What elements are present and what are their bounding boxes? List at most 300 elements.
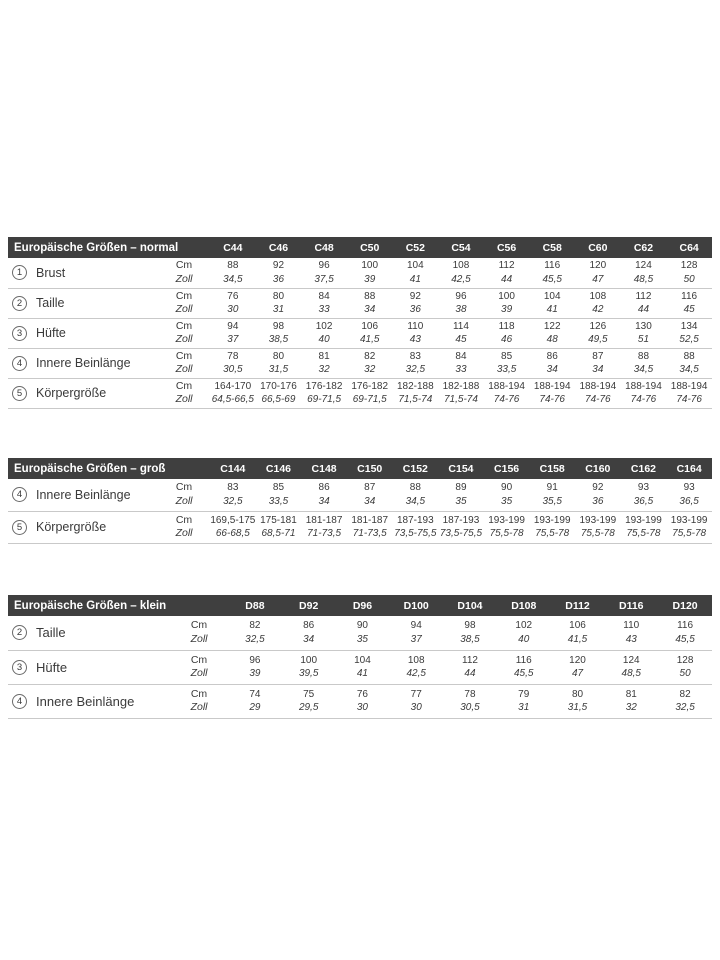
cm-value: 182-188 xyxy=(442,380,480,392)
column-header: C48 xyxy=(301,237,347,258)
value-cell xyxy=(666,288,712,318)
cm-value: 116 xyxy=(681,290,698,302)
cm-value: 126 xyxy=(589,320,607,332)
cm-value: 193-199 xyxy=(579,514,617,526)
cm-value: 92 xyxy=(272,260,285,272)
value-cell xyxy=(575,378,621,408)
value-cell xyxy=(529,348,575,378)
value-cell xyxy=(301,318,347,348)
unit-label-cm: Cm xyxy=(175,513,193,526)
zoll-value: 64,5-66,5 xyxy=(211,394,254,405)
row-label: Hüfte xyxy=(36,659,68,675)
zoll-value: 33,5 xyxy=(268,495,289,507)
cm-value: 116 xyxy=(677,620,694,632)
measure-row xyxy=(8,258,712,288)
zoll-value: 35 xyxy=(501,495,513,507)
value-cell xyxy=(621,511,667,543)
value-cell xyxy=(282,616,336,650)
zoll-value: 71,5-74 xyxy=(444,394,478,405)
cm-value: 86 xyxy=(546,350,558,362)
value-cell xyxy=(666,479,712,511)
zoll-value: 38,5 xyxy=(268,334,289,345)
zoll-value: 71,5-74 xyxy=(398,394,433,405)
measure-row xyxy=(8,288,712,318)
cm-value: 120 xyxy=(589,260,607,272)
row-number-badge: 2 xyxy=(12,625,27,640)
row-label: Körpergröße xyxy=(36,520,107,534)
row-label: Taille xyxy=(36,625,66,641)
value-cell xyxy=(301,479,347,511)
cm-value: 108 xyxy=(407,654,425,666)
column-header: C52 xyxy=(393,237,439,258)
value-cell xyxy=(393,378,439,408)
zoll-value: 34 xyxy=(318,495,330,507)
unit-label-cm: Cm xyxy=(190,653,208,666)
measure-row xyxy=(8,616,712,650)
value-cell xyxy=(497,650,551,684)
unit-label-cm: Cm xyxy=(175,289,193,302)
zoll-value: 41 xyxy=(356,668,368,679)
column-header: D100 xyxy=(389,595,443,616)
zoll-value: 31,5 xyxy=(268,364,289,375)
value-cell xyxy=(443,650,497,684)
column-header: C62 xyxy=(621,237,667,258)
zoll-value: 46 xyxy=(501,334,513,345)
row-label-cell xyxy=(8,511,158,543)
value-cell xyxy=(228,650,282,684)
value-cell xyxy=(336,616,390,650)
cm-value: 79 xyxy=(518,688,530,700)
cm-value: 188-194 xyxy=(579,380,617,392)
value-cell xyxy=(256,288,302,318)
zoll-value: 73,5-75,5 xyxy=(394,528,437,539)
cm-value: 80 xyxy=(571,688,584,700)
unit-cell xyxy=(158,288,210,318)
zoll-value: 34 xyxy=(592,364,604,375)
cm-value: 124 xyxy=(622,654,640,666)
unit-label-cm: Cm xyxy=(175,259,193,272)
value-cell xyxy=(666,511,712,543)
unit-label-zoll: Zoll xyxy=(175,494,193,507)
value-cell xyxy=(210,318,256,348)
cm-value: 85 xyxy=(501,350,513,362)
cm-value: 80 xyxy=(272,350,285,362)
zoll-value: 33 xyxy=(318,304,330,315)
zoll-value: 74-76 xyxy=(630,394,657,405)
row-label-cell xyxy=(8,650,170,684)
value-cell xyxy=(389,684,443,718)
value-cell xyxy=(438,288,484,318)
unit-cell xyxy=(158,378,210,408)
zoll-value: 69-71,5 xyxy=(307,394,342,405)
zoll-value: 36 xyxy=(272,273,285,285)
value-cell xyxy=(484,511,530,543)
value-cell xyxy=(575,288,621,318)
row-label-cell xyxy=(8,479,158,511)
zoll-value: 48,5 xyxy=(621,668,641,679)
cm-value: 82 xyxy=(249,620,261,632)
cm-value: 124 xyxy=(635,260,652,272)
zoll-value: 34,5 xyxy=(223,273,243,285)
zoll-value: 32,5 xyxy=(245,633,265,645)
cm-value: 128 xyxy=(676,654,694,666)
cm-value: 74 xyxy=(249,688,261,700)
cm-value: 86 xyxy=(318,482,330,494)
value-cell xyxy=(497,684,551,718)
value-cell xyxy=(393,511,439,543)
zoll-value: 71-73,5 xyxy=(352,528,387,539)
value-cell xyxy=(658,684,712,718)
value-cell xyxy=(228,616,282,650)
cm-value: 188-194 xyxy=(533,380,571,392)
cm-value: 112 xyxy=(462,654,478,666)
value-cell xyxy=(484,258,530,288)
zoll-value: 45,5 xyxy=(542,273,562,285)
zoll-value: 38,5 xyxy=(460,633,480,645)
zoll-value: 34 xyxy=(364,304,376,315)
row-number-badge: 4 xyxy=(12,487,27,502)
zoll-value: 37,5 xyxy=(314,273,334,285)
value-cell xyxy=(210,479,256,511)
unit-cell xyxy=(158,258,210,288)
row-label: Innere Beinlänge xyxy=(36,356,131,370)
cm-value: 110 xyxy=(407,320,424,332)
cm-value: 98 xyxy=(272,320,285,332)
value-cell xyxy=(621,479,667,511)
value-cell xyxy=(347,511,393,543)
zoll-value: 75,5-78 xyxy=(626,528,661,539)
value-cell xyxy=(551,684,605,718)
measure-row xyxy=(8,511,712,543)
unit-label-cm: Cm xyxy=(190,619,208,632)
cm-value: 114 xyxy=(452,320,469,332)
value-cell xyxy=(282,684,336,718)
cm-value: 86 xyxy=(303,620,315,632)
size-table-normal xyxy=(8,237,712,409)
value-cell xyxy=(282,650,336,684)
row-label: Brust xyxy=(36,265,66,280)
value-cell xyxy=(443,616,497,650)
value-cell xyxy=(666,348,712,378)
value-cell xyxy=(551,650,605,684)
column-header: C144 xyxy=(210,458,256,479)
zoll-value: 31 xyxy=(272,304,285,315)
value-cell xyxy=(604,650,658,684)
zoll-value: 43 xyxy=(409,334,421,345)
unit-label-cm: Cm xyxy=(175,349,193,362)
cm-value: 188-194 xyxy=(670,380,708,392)
zoll-value: 36,5 xyxy=(679,495,699,507)
row-number-badge: 4 xyxy=(12,694,27,709)
zoll-value: 48,5 xyxy=(633,273,654,285)
unit-cell xyxy=(170,616,228,650)
value-cell xyxy=(301,258,347,288)
cm-value: 75 xyxy=(303,688,315,700)
cm-value: 164-170 xyxy=(214,380,252,392)
value-cell xyxy=(256,479,302,511)
row-number-badge: 5 xyxy=(12,520,27,535)
column-header: C154 xyxy=(438,458,484,479)
row-label-cell xyxy=(8,288,158,318)
cm-value: 100 xyxy=(361,260,379,272)
cm-value: 89 xyxy=(455,482,467,494)
cm-value: 175-181 xyxy=(260,514,297,526)
size-table-gross xyxy=(8,458,712,544)
column-header: D88 xyxy=(228,595,282,616)
value-cell xyxy=(393,288,439,318)
cm-value: 110 xyxy=(623,620,640,632)
unit-label-zoll: Zoll xyxy=(175,272,193,285)
zoll-value: 42,5 xyxy=(406,668,426,679)
value-cell xyxy=(551,616,605,650)
value-cell xyxy=(389,650,443,684)
zoll-value: 32,5 xyxy=(405,364,426,375)
value-cell xyxy=(575,479,621,511)
measure-row xyxy=(8,348,712,378)
value-cell xyxy=(256,511,302,543)
column-header: C54 xyxy=(438,237,484,258)
cm-value: 193-199 xyxy=(670,514,708,526)
zoll-value: 32 xyxy=(318,364,330,375)
measure-row xyxy=(8,479,712,511)
value-cell xyxy=(529,479,575,511)
value-cell xyxy=(438,348,484,378)
zoll-value: 30,5 xyxy=(460,702,480,713)
value-cell xyxy=(666,318,712,348)
cm-value: 100 xyxy=(498,290,515,302)
cm-value: 84 xyxy=(318,290,330,302)
value-cell xyxy=(666,258,712,288)
unit-label-zoll: Zoll xyxy=(190,632,208,645)
cm-value: 100 xyxy=(300,654,318,666)
cm-value: 88 xyxy=(683,350,695,362)
table-title: Europäische Größen – groß xyxy=(8,458,210,479)
value-cell xyxy=(438,378,484,408)
cm-value: 106 xyxy=(361,320,379,332)
value-cell xyxy=(497,616,551,650)
zoll-value: 32 xyxy=(364,364,376,375)
cm-value: 76 xyxy=(227,290,239,302)
value-cell xyxy=(301,511,347,543)
cm-value: 108 xyxy=(452,260,470,272)
zoll-value: 45 xyxy=(683,304,695,315)
value-cell xyxy=(347,348,393,378)
zoll-value: 43 xyxy=(625,633,637,645)
zoll-value: 69-71,5 xyxy=(352,394,387,405)
zoll-value: 45,5 xyxy=(514,668,534,679)
zoll-value: 66,5-69 xyxy=(261,394,296,405)
zoll-value: 34,5 xyxy=(679,364,699,375)
column-header: C146 xyxy=(256,458,302,479)
value-cell xyxy=(389,616,443,650)
unit-label-cm: Cm xyxy=(175,481,193,494)
cm-value: 87 xyxy=(592,350,604,362)
cm-value: 176-182 xyxy=(305,380,343,392)
cm-value: 169,5-175 xyxy=(210,514,256,526)
cm-value: 104 xyxy=(354,654,371,666)
value-cell xyxy=(621,288,667,318)
cm-value: 96 xyxy=(249,654,261,666)
value-cell xyxy=(336,650,390,684)
row-label: Innere Beinlänge xyxy=(36,693,135,709)
value-cell xyxy=(210,348,256,378)
unit-label-cm: Cm xyxy=(190,687,208,700)
column-header: D112 xyxy=(551,595,605,616)
cm-value: 108 xyxy=(589,290,607,302)
zoll-value: 71-73,5 xyxy=(307,528,342,539)
cm-value: 96 xyxy=(318,260,330,272)
value-cell xyxy=(210,511,256,543)
measure-row xyxy=(8,318,712,348)
column-header: C60 xyxy=(575,237,621,258)
zoll-value: 44 xyxy=(501,273,513,285)
cm-value: 187-193 xyxy=(396,514,434,526)
zoll-value: 44 xyxy=(637,304,650,315)
zoll-value: 36,5 xyxy=(633,495,654,507)
column-header: C148 xyxy=(301,458,347,479)
zoll-value: 41,5 xyxy=(567,633,588,645)
measure-row xyxy=(8,650,712,684)
unit-label-cm: Cm xyxy=(175,379,193,392)
unit-cell xyxy=(158,511,210,543)
cm-value: 128 xyxy=(680,260,698,272)
unit-label-zoll: Zoll xyxy=(175,527,193,539)
column-header: C58 xyxy=(529,237,575,258)
cm-value: 106 xyxy=(569,620,586,632)
unit-cell xyxy=(158,479,210,511)
cm-value: 134 xyxy=(680,320,698,332)
unit-label-cm: Cm xyxy=(175,319,193,332)
row-label-cell xyxy=(8,616,170,650)
table-header-row xyxy=(8,458,712,479)
cm-value: 102 xyxy=(315,320,333,332)
row-label-cell xyxy=(8,258,158,288)
column-header: D92 xyxy=(282,595,336,616)
row-number-badge: 2 xyxy=(12,296,27,311)
zoll-value: 73,5-75,5 xyxy=(439,528,483,539)
zoll-value: 74-76 xyxy=(493,394,520,405)
cm-value: 193-199 xyxy=(533,514,571,526)
unit-cell xyxy=(158,348,210,378)
cm-value: 90 xyxy=(501,482,513,494)
cm-value: 116 xyxy=(544,260,561,272)
value-cell xyxy=(575,511,621,543)
cm-value: 193-199 xyxy=(625,514,662,526)
cm-value: 96 xyxy=(455,290,467,302)
cm-value: 187-193 xyxy=(442,514,480,526)
zoll-value: 41 xyxy=(409,273,421,285)
value-cell xyxy=(347,288,393,318)
cm-value: 88 xyxy=(227,260,239,272)
value-cell xyxy=(438,479,484,511)
zoll-value: 35,5 xyxy=(542,495,562,507)
cm-value: 84 xyxy=(455,350,467,362)
zoll-value: 47 xyxy=(571,668,584,679)
value-cell xyxy=(336,684,390,718)
cm-value: 181-187 xyxy=(305,514,343,526)
zoll-value: 34 xyxy=(546,364,558,375)
zoll-value: 48 xyxy=(546,334,558,345)
table-title: Europäische Größen – klein xyxy=(8,595,228,616)
zoll-value: 42 xyxy=(592,304,604,315)
measure-row xyxy=(8,378,712,408)
cm-value: 102 xyxy=(515,620,533,632)
zoll-value: 75,5-78 xyxy=(535,528,570,539)
value-cell xyxy=(529,318,575,348)
zoll-value: 34 xyxy=(303,633,315,645)
row-label-cell xyxy=(8,684,170,718)
cm-value: 116 xyxy=(515,654,532,666)
unit-label-zoll: Zoll xyxy=(175,363,193,375)
value-cell xyxy=(484,318,530,348)
cm-value: 93 xyxy=(683,482,695,494)
cm-value: 91 xyxy=(546,482,558,494)
column-header: C50 xyxy=(347,237,393,258)
cm-value: 83 xyxy=(227,482,239,494)
zoll-value: 34 xyxy=(364,495,376,507)
value-cell xyxy=(347,378,393,408)
value-cell xyxy=(228,684,282,718)
zoll-value: 33,5 xyxy=(496,364,517,375)
zoll-value: 30 xyxy=(356,702,368,713)
column-header: C44 xyxy=(210,237,256,258)
cm-value: 78 xyxy=(464,688,476,700)
cm-value: 188-194 xyxy=(488,380,525,392)
cm-value: 78 xyxy=(227,350,239,362)
column-header: C156 xyxy=(484,458,530,479)
zoll-value: 30 xyxy=(227,304,239,315)
column-header: C56 xyxy=(484,237,530,258)
zoll-value: 29,5 xyxy=(298,702,319,713)
row-label: Körpergröße xyxy=(36,386,107,400)
zoll-value: 51 xyxy=(637,334,650,345)
unit-label-zoll: Zoll xyxy=(175,333,193,345)
value-cell xyxy=(484,378,530,408)
cm-value: 122 xyxy=(543,320,561,332)
cm-value: 170-176 xyxy=(260,380,297,392)
table-header-row xyxy=(8,595,712,616)
value-cell xyxy=(666,378,712,408)
cm-value: 80 xyxy=(272,290,285,302)
value-cell xyxy=(484,479,530,511)
zoll-value: 32,5 xyxy=(223,495,243,507)
row-number-badge: 3 xyxy=(12,660,27,675)
value-cell xyxy=(438,511,484,543)
value-cell xyxy=(621,318,667,348)
value-cell xyxy=(347,258,393,288)
value-cell xyxy=(484,288,530,318)
value-cell xyxy=(621,378,667,408)
zoll-value: 66-68,5 xyxy=(215,528,250,539)
value-cell xyxy=(621,348,667,378)
zoll-value: 36 xyxy=(592,495,604,507)
zoll-value: 75,5-78 xyxy=(672,528,707,539)
column-header: D104 xyxy=(443,595,497,616)
cm-value: 112 xyxy=(498,260,515,272)
column-header: C64 xyxy=(666,237,712,258)
zoll-value: 45 xyxy=(455,334,467,345)
value-cell xyxy=(256,318,302,348)
value-cell xyxy=(658,650,712,684)
zoll-value: 49,5 xyxy=(588,334,608,345)
value-cell xyxy=(393,258,439,288)
column-header: D120 xyxy=(658,595,712,616)
unit-label-zoll: Zoll xyxy=(190,667,208,679)
unit-cell xyxy=(170,650,228,684)
value-cell xyxy=(256,348,302,378)
cm-value: 77 xyxy=(410,688,422,700)
column-header: C164 xyxy=(666,458,712,479)
